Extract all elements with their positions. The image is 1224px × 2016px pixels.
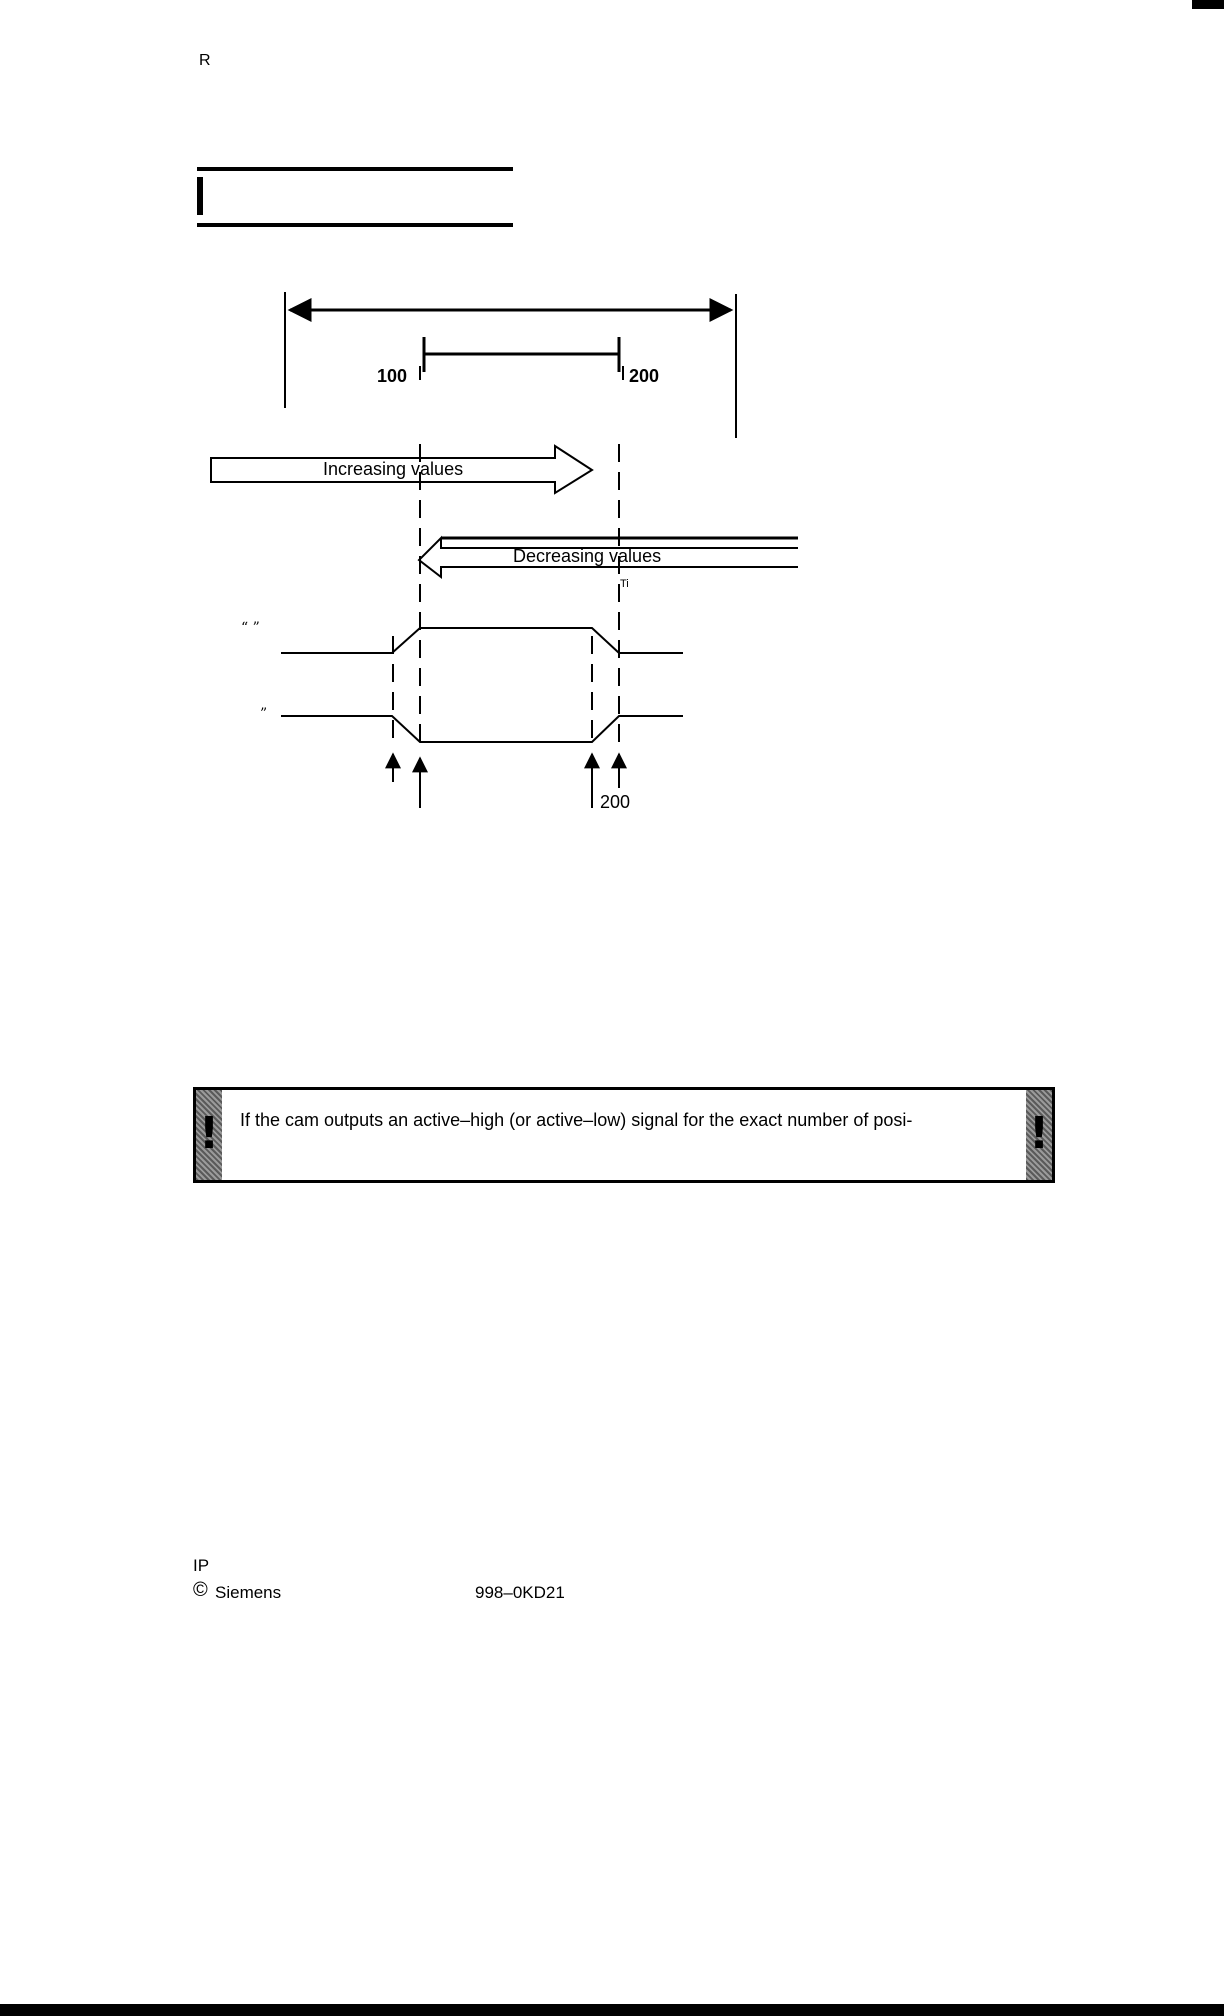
decreasing-label: Decreasing values bbox=[513, 546, 662, 566]
label-200-bottom: 200 bbox=[600, 792, 631, 812]
exclamation-icon: ! bbox=[198, 1108, 220, 1159]
signal-active-low bbox=[281, 716, 683, 742]
footer-line-1: IP bbox=[193, 1556, 210, 1575]
copyright-symbol: © bbox=[193, 1579, 208, 1601]
increasing-label: Increasing values bbox=[323, 459, 464, 479]
bottom-band bbox=[0, 2004, 1224, 2016]
warning-note bbox=[193, 1087, 1055, 1183]
small-mark: Ti bbox=[620, 578, 629, 590]
header-letter: R bbox=[199, 52, 211, 69]
warning-text: If the cam outputs an active–high (or active–low) signal for the exact number of posi- bbox=[240, 1110, 913, 1130]
cam-timing-diagram bbox=[0, 0, 1224, 840]
footer-order-number: 998–0KD21 bbox=[475, 1583, 565, 1602]
signal-label-top: “ ” bbox=[241, 620, 260, 636]
warning-bar-right bbox=[1026, 1090, 1052, 1180]
warning-bar-left bbox=[196, 1090, 222, 1180]
signal-active-high bbox=[281, 628, 683, 653]
signal-label-bottom: ” bbox=[260, 706, 268, 722]
label-200-bold: 200 bbox=[629, 366, 660, 386]
label-100-bold: 100 bbox=[377, 366, 408, 386]
exclamation-icon: ! bbox=[1028, 1108, 1050, 1159]
footer-company: Siemens bbox=[215, 1583, 282, 1602]
